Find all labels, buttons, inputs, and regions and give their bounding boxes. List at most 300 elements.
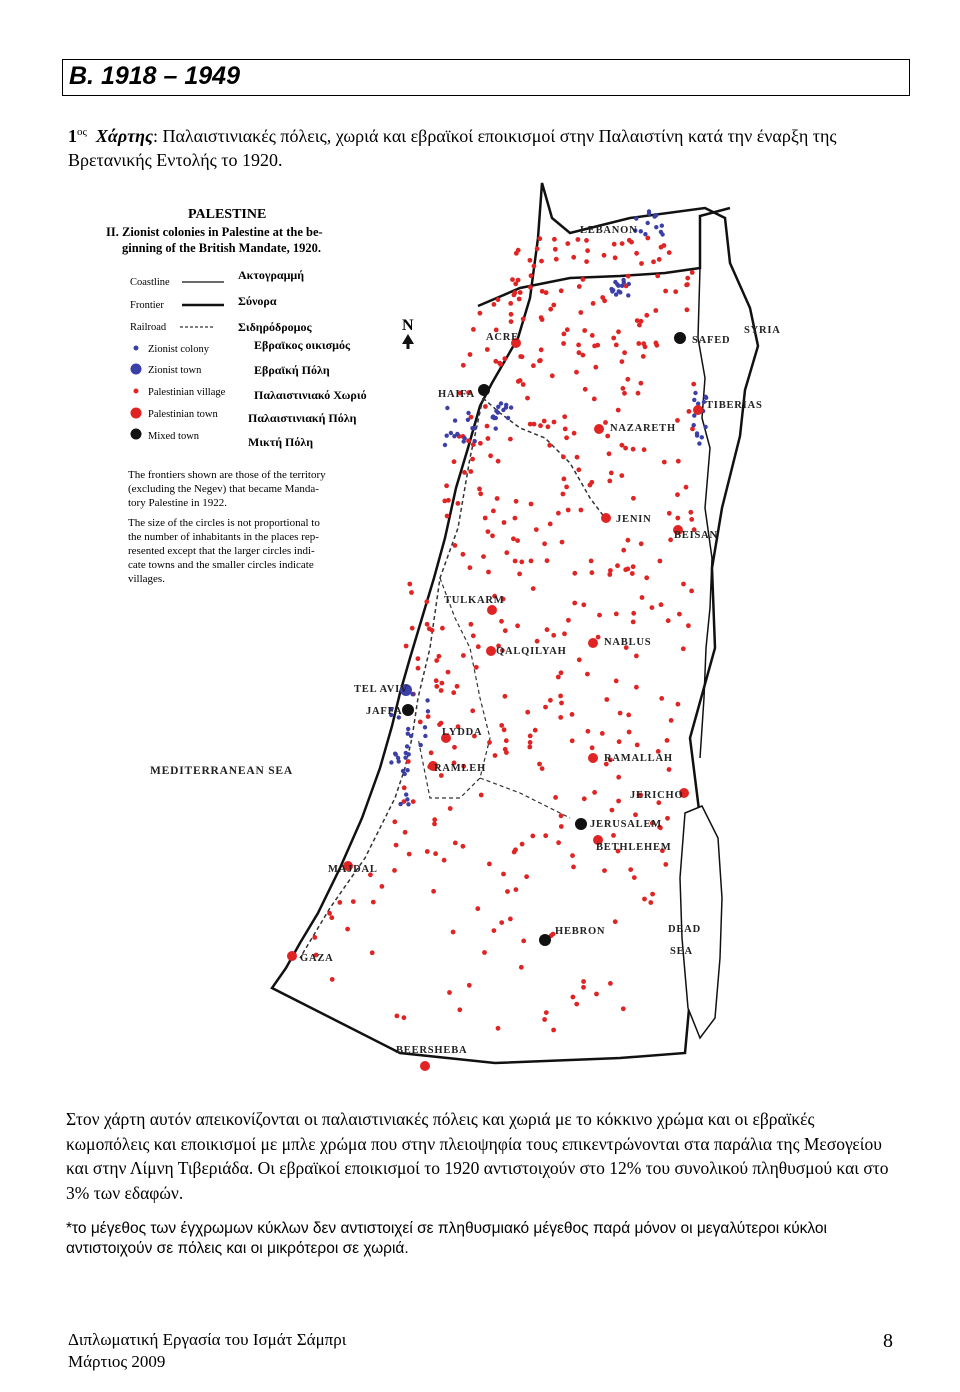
zionist-colony-dot [703, 425, 707, 429]
palestinian-village-dot [639, 319, 644, 324]
palestinian-village-dot [486, 436, 491, 441]
palestinian-village-dot [490, 533, 495, 538]
marker-safed [674, 332, 686, 344]
marker-tiberias [693, 405, 703, 415]
map-note1-line2: (excluding the Negev) that became Manda- [128, 483, 319, 495]
palestinian-village-dot [504, 738, 509, 743]
palestinian-village-dot [425, 622, 430, 627]
palestinian-village-dot [556, 840, 561, 845]
palestinian-village-dot [673, 289, 678, 294]
palestinian-village-dot [487, 862, 492, 867]
palestinian-village-dot [456, 501, 461, 506]
palestinian-village-dot [433, 851, 438, 856]
palestinian-village-dot [610, 808, 615, 813]
palestinian-village-dot [475, 906, 480, 911]
palestinian-village-dot [635, 743, 640, 748]
zionist-colony-dot [389, 760, 393, 764]
palestinian-village-dot [651, 259, 656, 264]
map-subtitle-line2: ginning of the British Mandate, 1920. [122, 241, 321, 255]
palestinian-village-dot [392, 868, 397, 873]
palestinian-village-dot [542, 419, 547, 424]
palestinian-village-dot [677, 612, 682, 617]
zionist-colony-dot [627, 282, 631, 286]
palestinian-village-dot [559, 824, 564, 829]
label-tel-aviv: TEL AVIV [354, 684, 409, 695]
palestinian-village-dot [538, 423, 543, 428]
palestinian-village-dot [620, 359, 625, 364]
palestinian-village-dot [409, 590, 414, 595]
palestinian-village-dot [685, 282, 690, 287]
palestinian-village-dot [602, 868, 607, 873]
palestinian-village-dot [572, 601, 577, 606]
palestinian-village-dot [545, 627, 550, 632]
palestinian-village-dot [551, 633, 556, 638]
palestinian-village-dot [663, 289, 668, 294]
palestinian-village-dot [563, 427, 568, 432]
palestinian-village-dot [570, 738, 575, 743]
zionist-colony-dot [445, 406, 449, 410]
palestinian-village-dot [337, 900, 342, 905]
palestinian-village-dot [581, 602, 586, 607]
palestinian-village-dot [650, 605, 655, 610]
palestinian-village-dot [402, 785, 407, 790]
palestinian-village-dot [469, 622, 474, 627]
palestinian-village-dot [502, 727, 507, 732]
palestinian-village-dot [499, 920, 504, 925]
palestinian-village-dot [611, 833, 616, 838]
palestinian-village-dot [627, 238, 632, 243]
marker-haifa [478, 384, 490, 396]
palestinian-village-dot [521, 317, 526, 322]
palestinian-village-dot [439, 688, 444, 693]
palestinian-village-dot [485, 424, 490, 429]
palestinian-village-dot [611, 336, 616, 341]
marker-hebron [539, 934, 551, 946]
palestinian-village-dot [457, 1007, 462, 1012]
palestinian-village-dot [676, 702, 681, 707]
palestinian-village-dot [653, 308, 658, 313]
palestinian-village-dot [455, 684, 460, 689]
palestinian-village-dot [616, 799, 621, 804]
zionist-colony-dot [700, 435, 704, 439]
zionist-colony-dot [423, 734, 427, 738]
zionist-colony-dot [470, 426, 474, 430]
zionist-colony-dot [398, 802, 402, 806]
palestinian-village-dot [448, 806, 453, 811]
palestinian-village-dot [496, 1026, 501, 1031]
palestinian-village-dot [681, 582, 686, 587]
label-haifa: HAIFA [438, 389, 476, 400]
palestinian-village-dot [486, 529, 491, 534]
zionist-colony-dot [405, 797, 409, 801]
palestinian-village-dot [621, 548, 626, 553]
palestinian-village-dot [425, 849, 430, 854]
palestinian-village-dot [407, 852, 412, 857]
palestinian-village-dot [492, 302, 497, 307]
palestinian-village-dot [513, 281, 518, 286]
palestinian-village-dot [590, 745, 595, 750]
palestinian-village-dot [519, 560, 524, 565]
legend-zionist-colony-marker [134, 346, 139, 351]
palestinian-village-dot [520, 842, 525, 847]
palestinian-village-dot [351, 899, 356, 904]
palestinian-village-dot [578, 310, 583, 315]
label-gaza: GAZA [300, 953, 334, 964]
legend-zionist-colony-gr: Εβραϊκος οικισμός [254, 338, 351, 352]
palestinian-village-dot [499, 619, 504, 624]
palestinian-village-dot [609, 471, 614, 476]
palestinian-village-dot [676, 459, 681, 464]
palestinian-village-dot [685, 307, 690, 312]
palestinian-village-dot [345, 927, 350, 932]
palestinian-village-dot [491, 509, 496, 514]
footer-date: Μάρτιος 2009 [68, 1352, 166, 1371]
palestinian-village-dot [675, 492, 680, 497]
caption-label: Χάρτης [95, 126, 153, 146]
palestinian-village-dot [616, 775, 621, 780]
palestinian-village-dot [553, 795, 558, 800]
palestinian-village-dot [631, 611, 636, 616]
palestinian-village-dot [564, 485, 569, 490]
zionist-colony-dot [621, 278, 625, 282]
palestinian-village-dot [445, 514, 450, 519]
zionist-colony-dot [393, 752, 397, 756]
marker-jenin [601, 513, 611, 523]
palestinian-village-dot [550, 373, 555, 378]
palestinian-village-dot [514, 251, 519, 256]
palestinian-village-dot [432, 822, 437, 827]
palestinian-village-dot [488, 453, 493, 458]
palestinian-village-dot [370, 950, 375, 955]
palestinian-village-dot [593, 365, 598, 370]
palestinian-village-dot [461, 363, 466, 368]
palestinian-village-dot [622, 391, 627, 396]
palestinian-village-dot [655, 274, 660, 279]
zionist-colony-dot [404, 792, 408, 796]
palestinian-village-dot [566, 618, 571, 623]
palestinian-village-dot [614, 343, 619, 348]
palestinian-village-dot [590, 333, 595, 338]
palestinian-village-dot [626, 274, 631, 279]
palestinian-village-dot [591, 301, 596, 306]
palestinian-village-dot [451, 690, 456, 695]
palestinian-village-dot [642, 897, 647, 902]
palestinian-village-dot [685, 276, 690, 281]
palestinian-village-dot [625, 377, 630, 382]
map-note1-line3: tory Palestine in 1922. [128, 497, 227, 509]
palestinian-village-dot [548, 307, 553, 312]
palestinian-village-dot [543, 705, 548, 710]
label-beisan: BEISAN [674, 530, 718, 541]
palestinian-village-dot [538, 358, 543, 363]
palestinian-village-dot [537, 762, 542, 767]
label-jenin: JENIN [616, 514, 652, 525]
palestinian-village-dot [572, 431, 577, 436]
zionist-colony-dot [449, 431, 453, 435]
palestinian-village-dot [477, 487, 482, 492]
palestinian-village-dot [508, 917, 513, 922]
palestinian-village-dot [510, 277, 515, 282]
palestinian-village-dot [453, 543, 458, 548]
palestinian-village-dot [487, 740, 492, 745]
palestinian-village-dot [631, 496, 636, 501]
marker-tulkarm [487, 605, 497, 615]
zionist-colony-dot [660, 224, 664, 228]
zionist-colony-dot [473, 439, 477, 443]
palestinian-village-dot [470, 457, 475, 462]
palestinian-village-dot [511, 536, 516, 541]
palestinian-village-dot [442, 858, 447, 863]
palestinian-village-dot [630, 571, 635, 576]
zionist-colony-dot [647, 212, 651, 216]
palestinian-village-dot [426, 714, 431, 719]
palestinian-village-dot [592, 790, 597, 795]
palestinian-village-dot [576, 237, 581, 242]
palestinian-village-dot [452, 459, 457, 464]
palestinian-village-dot [582, 796, 587, 801]
zionist-colony-dot [496, 410, 500, 414]
palestinian-village-dot [645, 236, 650, 241]
zionist-colony-dot [693, 391, 697, 395]
legend-palestinian-village-en: Palestinian village [148, 387, 226, 398]
zionist-colony-dot [506, 416, 510, 420]
label-tulkarm: TULKARM [444, 595, 505, 606]
palestinian-village-dot [604, 697, 609, 702]
zionist-colony-dot [639, 229, 643, 233]
legend-palestinian-town-gr: Παλαιστινιακή Πόλη [248, 411, 357, 425]
palestinian-village-dot [471, 633, 476, 638]
legend-palestinian-village-gr: Παλαιστινιακό Χωριό [254, 388, 367, 402]
palestinian-village-dot [410, 626, 415, 631]
palestinian-village-dot [528, 285, 533, 290]
palestinian-village-dot [584, 238, 589, 243]
palestinian-village-dot [684, 485, 689, 490]
map-note2-line3: resented except that the larger circles indi- [128, 545, 315, 557]
zionist-colony-dot [405, 744, 409, 748]
palestinian-village-dot [528, 740, 533, 745]
palestinian-village-dot [662, 243, 667, 248]
palestinian-village-dot [531, 586, 536, 591]
legend-railroad-en: Railroad [130, 322, 167, 333]
palestinian-village-dot [622, 350, 627, 355]
palestinian-village-dot [559, 701, 564, 706]
zionist-colony-dot [397, 759, 401, 763]
label-lebanon: LEBANON [580, 225, 638, 236]
palestinian-village-dot [644, 313, 649, 318]
legend-mixed-town-marker [131, 429, 142, 440]
zionist-colony-dot [499, 401, 503, 405]
label-safed: SAFED [692, 335, 731, 346]
palestinian-village-dot [503, 628, 508, 633]
section-title: B. 1918 – 1949 [69, 62, 240, 90]
palestinian-village-dot [583, 387, 588, 392]
palestinian-village-dot [551, 1028, 556, 1033]
zionist-colony-dot [452, 434, 456, 438]
palestinian-village-dot [631, 447, 636, 452]
palestinian-village-dot [626, 713, 631, 718]
palestinian-village-dot [581, 979, 586, 984]
marker-jaffa [402, 704, 414, 716]
palestinian-village-dot [584, 259, 589, 264]
palestinian-village-dot [452, 745, 457, 750]
palestinian-village-dot [514, 499, 519, 504]
legend-frontier-en: Frontier [130, 300, 164, 311]
palestinian-village-dot [544, 1010, 549, 1015]
zionist-colony-dot [614, 292, 618, 296]
palestinian-village-dot [668, 537, 673, 542]
zionist-colony-dot [445, 434, 449, 438]
palestinian-village-dot [509, 319, 514, 324]
palestinian-village-dot [432, 817, 437, 822]
palestine-map [100, 178, 790, 1073]
palestinian-village-dot [616, 408, 621, 413]
palestinian-village-dot [392, 819, 397, 824]
palestinian-village-dot [576, 467, 581, 472]
palestinian-village-dot [431, 889, 436, 894]
zionist-colony-dot [660, 232, 664, 236]
palestinian-village-dot [429, 750, 434, 755]
palestinian-village-dot [639, 381, 644, 386]
marker-nablus [588, 638, 598, 648]
palestinian-village-dot [641, 341, 646, 346]
palestinian-village-dot [564, 435, 569, 440]
palestinian-village-dot [483, 404, 488, 409]
palestinian-village-dot [437, 654, 442, 659]
palestinian-village-dot [566, 508, 571, 513]
label-acre: ACRE [486, 332, 519, 343]
palestinian-village-dot [453, 841, 458, 846]
palestinian-village-dot [675, 516, 680, 521]
palestinian-village-dot [540, 289, 545, 294]
zionist-colony-dot [453, 418, 457, 422]
palestinian-village-dot [406, 759, 411, 764]
palestinian-village-dot [416, 666, 421, 671]
palestinian-village-dot [618, 711, 623, 716]
palestinian-village-dot [434, 678, 439, 683]
caption-text: : Παλαιστινιακές πόλεις, χωριά και εβραϊκοί εποικισμοί στην Παλαιστίνη κατά την έναρξη της Βρετανικής Εντολής το 1920. [68, 126, 837, 170]
caption-number: 1 [68, 126, 77, 146]
label-qalqilyah: QALQILYAH [496, 646, 567, 657]
marker-gaza [287, 951, 297, 961]
palestinian-village-dot [530, 834, 535, 839]
palestinian-village-dot [551, 303, 556, 308]
palestinian-village-dot [542, 541, 547, 546]
palestinian-village-dot [617, 739, 622, 744]
palestinian-village-dot [656, 800, 661, 805]
map-legend [130, 268, 367, 449]
palestinian-village-dot [497, 361, 502, 366]
palestinian-village-dot [499, 723, 504, 728]
zionist-colony-dot [406, 732, 410, 736]
zionist-colony-dot [419, 743, 423, 747]
zionist-colony-dot [509, 405, 513, 409]
zionist-colony-dot [697, 441, 701, 445]
palestinian-village-dot [581, 353, 586, 358]
zionist-colony-dot [407, 752, 411, 756]
palestinian-village-dot [481, 554, 486, 559]
zionist-colony-dot [403, 756, 407, 760]
palestinian-village-dot [532, 422, 537, 427]
legend-palestinian-village-marker [134, 389, 139, 394]
palestinian-village-dot [614, 679, 619, 684]
palestinian-village-dot [502, 520, 507, 525]
palestinian-village-dot [571, 255, 576, 260]
legend-mixed-town-en: Mixed town [148, 431, 200, 442]
palestinian-village-dot [607, 479, 612, 484]
palestinian-village-dot [521, 939, 526, 944]
palestinian-village-dot [546, 424, 551, 429]
palestinian-village-dot [461, 653, 466, 658]
label-jaffa: JAFFA [366, 706, 403, 717]
palestinian-village-dot [571, 865, 576, 870]
palestinian-village-dot [636, 391, 641, 396]
palestinian-village-dot [650, 892, 655, 897]
palestinian-village-dot [483, 516, 488, 521]
palestinian-village-dot [440, 681, 445, 686]
palestinian-village-dot [371, 900, 376, 905]
palestinian-village-dot [571, 995, 576, 1000]
palestinian-village-dot [642, 447, 647, 452]
palestinian-village-dot [602, 253, 607, 258]
palestinian-village-dot [666, 618, 671, 623]
palestinian-village-dot [395, 1014, 400, 1019]
palestinian-village-dot [539, 347, 544, 352]
palestinian-village-dot [515, 538, 520, 543]
palestinian-village-dot [515, 623, 520, 628]
marker-ramallah [588, 753, 598, 763]
palestinian-village-dot [634, 251, 639, 256]
palestinian-village-dot [556, 675, 561, 680]
palestinian-village-dot [504, 550, 509, 555]
label-dead-sea-1: DEAD [668, 924, 701, 935]
palestinian-village-dot [576, 343, 581, 348]
palestinian-village-dot [554, 257, 559, 262]
palestinian-village-dot [517, 572, 522, 577]
zionist-colony-dot [405, 768, 409, 772]
palestinian-village-dot [330, 977, 335, 982]
palestinian-village-dot [616, 329, 621, 334]
palestinian-village-dot [634, 685, 639, 690]
palestinian-village-dot [407, 582, 412, 587]
palestinian-village-dot [447, 990, 452, 995]
palestinian-village-dot [613, 919, 618, 924]
palestinian-village-dot [518, 290, 523, 295]
palestinian-village-dot [665, 816, 670, 821]
palestinian-village-dot [663, 862, 668, 867]
palestinian-village-dot [627, 730, 632, 735]
palestinian-village-dot [662, 460, 667, 465]
palestinian-village-dot [565, 327, 570, 332]
palestinian-village-dot [496, 297, 501, 302]
palestinian-village-dot [411, 799, 416, 804]
description-paragraph: Στον χάρτη αυτόν απεικονίζονται οι παλαιστινιακές πόλεις και χωριά με το κόκκινο χρώμα και οι εβραϊκές κωμοπόλεις και εποικισμοί με μπλε χρώμα που στην πλειοψηφία τους επικεντρώνονται στα παράλια της Μεσογείου και στην Λίμνη Τιβεριάδα. Οι εβραϊκοί εποικισμοί το 1920 αντιστοιχούν στο 12% του συνολικού πληθυσμού και στο 3% των εδαφών. [66, 1109, 889, 1203]
palestinian-village-dot [461, 552, 466, 557]
palestinian-village-dot [572, 571, 577, 576]
palestinian-village-dot [669, 718, 674, 723]
legend-zionist-town-marker [131, 364, 142, 375]
palestinian-village-dot [585, 672, 590, 677]
label-majdal: MAJDAL [328, 864, 378, 875]
palestinian-village-dot [402, 1015, 407, 1020]
palestinian-village-dot [625, 567, 630, 572]
label-nazareth: NAZARETH [610, 423, 676, 434]
legend-palestinian-town-marker [131, 408, 142, 419]
palestinian-village-dot [594, 992, 599, 997]
palestinian-village-dot [648, 900, 653, 905]
palestinian-village-dot [525, 396, 530, 401]
palestinian-village-dot [495, 496, 500, 501]
palestinian-village-dot [505, 889, 510, 894]
